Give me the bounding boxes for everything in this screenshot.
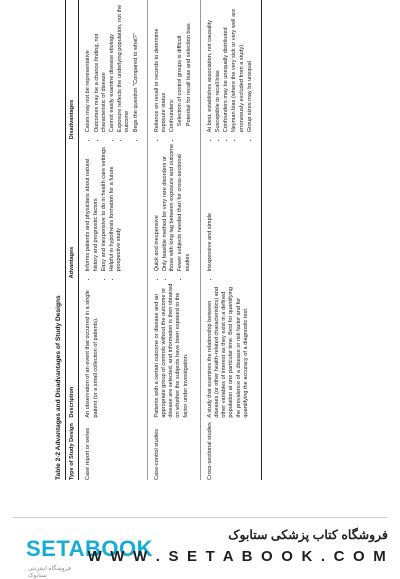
list-item: • Inexpensive and simple [207, 143, 214, 271]
list-item: • Reliance on recall or records to determine exposure status [154, 4, 168, 132]
list-item: Selection of control groups is difficult [177, 35, 184, 127]
publisher-footer [0, 517, 400, 578]
header-disadvantages: Disadvantages [66, 0, 79, 139]
header-type: Type of Study Design [66, 418, 79, 480]
cell-type: Case report or series [79, 418, 147, 480]
table-row [147, 0, 200, 480]
cell-advantages [79, 139, 147, 278]
study-designs-table [66, 0, 262, 480]
logo-tagline: فروشگاه اینترنتی ستابوک [28, 566, 71, 579]
list-item: • Only feasible method for very rare disorders or those with long lag between exposure and outcome [162, 143, 176, 271]
list-item: • Confounders: [169, 4, 176, 132]
cell-disadvantages [147, 0, 200, 139]
header-advantages: Advantages [66, 139, 79, 278]
list-item: • Begs the question "Compared to what?" [133, 4, 140, 132]
store-name: فروشگاه کتاب پزشکی ستابوک [228, 528, 388, 542]
table-row [200, 0, 261, 480]
list-item: • Cases may not be representative [85, 4, 92, 132]
cell-description: Patients with a certain outcome or disease and an appropriate group of controls without the outcome or disease are selected, and information is then obtained on whether the subjects have been exposed to the factor under investigation. [147, 278, 200, 417]
list-item: • Easy and inexpensive to do in health care settings [101, 143, 108, 271]
cell-disadvantages [79, 0, 147, 139]
list-item: • At best, establishes association, not causality [207, 4, 214, 132]
cell-disadvantages [200, 0, 261, 139]
list-item: • Susceptible to recall bias [215, 4, 222, 132]
cell-type: Cross-sectional studies [200, 418, 261, 480]
table-row [79, 0, 147, 480]
list-item: • Informs patients and physicians about natural history and prognostic factors [85, 143, 99, 271]
list-item: • Neyman bias (where the very sick or very well are erroneously excluded from a study) [231, 4, 245, 132]
rotated-table-block [55, 0, 375, 480]
footer-divider [12, 517, 388, 518]
list-item: • Outcomes may be a chance finding, not characteristic of disease [94, 4, 108, 132]
cell-advantages [147, 139, 200, 278]
logo-wordmark: SETABOOK [26, 536, 154, 561]
list-item: • Confounders may be unequally distributed [223, 4, 230, 132]
list-item: Potential for recall bias and selection bias [185, 23, 192, 127]
setabook-logo [14, 527, 154, 579]
list-item: • Cannot easily examine disease etiology [109, 4, 116, 132]
list-item: • Quick and inexpensive [154, 143, 161, 271]
cell-type: Case-control studies [147, 418, 200, 480]
table-title: Table 2-2 Advantages and Disadvantages of Study Designs [55, 0, 66, 480]
list-item: • Helpful in hypothesis formation for a future prospective study [109, 143, 123, 271]
cell-description: A study that examines the relationship between diseases (or other health-related characteristics) and other variables of interest as they exist in a defined population at one particular time. Best for quantifying the prevalence of a disease or risk factor and for quantifying the accuracy of a diagnostic test. [200, 278, 261, 417]
list-item: • Fewer subjects needed than for cross-sectional studies [177, 143, 191, 271]
header-description: Description [66, 278, 79, 417]
cell-description: An observation of an event that occurred in a single patient (or a small collection of patients). [79, 278, 147, 417]
list-item: • Exposure reflects the underlying population, not the outcome [117, 4, 131, 132]
cell-advantages [200, 139, 261, 278]
store-url[interactable]: W W W . S E T A B O O K . C O M [87, 548, 388, 565]
table-header-row [66, 0, 79, 480]
list-item: • Group sizes may be unequal [247, 4, 254, 132]
